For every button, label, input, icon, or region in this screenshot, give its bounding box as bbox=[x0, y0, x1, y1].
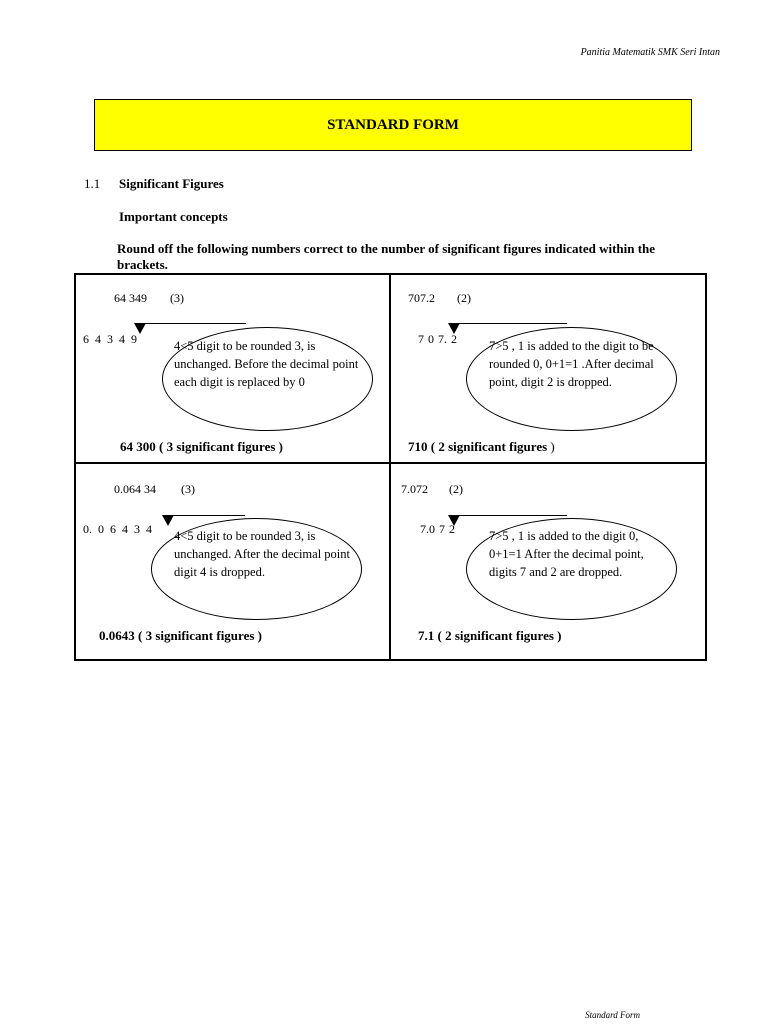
example-sf: (2) bbox=[449, 482, 463, 496]
explanation-text: 7>5 , 1 is added to the digit to be rounded 0, 0+1=1 .After decimal point, digit 2 is dropped. bbox=[489, 339, 654, 389]
pointer-line bbox=[140, 323, 246, 324]
example-digits: 0. 0 6 4 3 4 bbox=[83, 522, 152, 536]
pointer-line bbox=[454, 323, 567, 324]
explanation-text: 4<5 digit to be rounded 3, is unchanged. After the decimal point digit 4 is dropped. bbox=[174, 529, 350, 579]
pointer-arrow-icon bbox=[448, 515, 460, 526]
example-sf: (2) bbox=[457, 291, 471, 305]
table-divider-horizontal bbox=[74, 462, 707, 464]
section-number: 1.1 bbox=[84, 176, 101, 191]
example-answer: 0.0643 ( 3 significant figures ) bbox=[99, 628, 262, 643]
example-number: 0.064 34 bbox=[114, 482, 156, 496]
example-sf: (3) bbox=[170, 291, 184, 305]
example-number: 707.2 bbox=[408, 291, 435, 305]
explanation-text: 7>5 , 1 is added to the digit 0, 0+1=1 After the decimal point, digits 7 and 2 are dropped. bbox=[489, 529, 644, 579]
pointer-line bbox=[168, 515, 245, 516]
example-digits: 7 0 7. 2 bbox=[418, 332, 457, 346]
example-sf: (3) bbox=[181, 482, 195, 496]
example-answer-bold: 710 ( 2 significant figures bbox=[408, 439, 548, 454]
table-divider-vertical bbox=[389, 273, 391, 661]
footer-label: Standard Form bbox=[585, 1010, 640, 1020]
instructions: Round off the following numbers correct to the number of significant figures indicated within the brackets. bbox=[117, 241, 656, 272]
example-answer: 7.1 ( 2 significant figures ) bbox=[418, 628, 562, 643]
title-box bbox=[94, 99, 692, 151]
subheading: Important concepts bbox=[119, 209, 228, 224]
example-digits: 7.0 7 2 bbox=[420, 522, 455, 536]
example-digits: 6 4 3 4 9 bbox=[83, 332, 137, 346]
pointer-arrow-icon bbox=[448, 323, 460, 334]
example-answer-tail: ) bbox=[547, 439, 555, 454]
pointer-line bbox=[454, 515, 567, 516]
example-answer: 64 300 ( 3 significant figures ) bbox=[120, 439, 283, 454]
header-school: Panitia Matematik SMK Seri Intan bbox=[580, 47, 720, 58]
example-answer bbox=[408, 439, 555, 455]
pointer-arrow-icon bbox=[162, 515, 174, 526]
pointer-arrow-icon bbox=[134, 323, 146, 334]
page-title: STANDARD FORM bbox=[327, 116, 459, 133]
explanation-text: 4<5 digit to be rounded 3, is unchanged. Before the decimal point each digit is replaced by 0 bbox=[174, 339, 359, 389]
example-number: 64 349 bbox=[114, 291, 147, 305]
section-title: Significant Figures bbox=[119, 176, 224, 191]
example-number: 7.072 bbox=[401, 482, 428, 496]
